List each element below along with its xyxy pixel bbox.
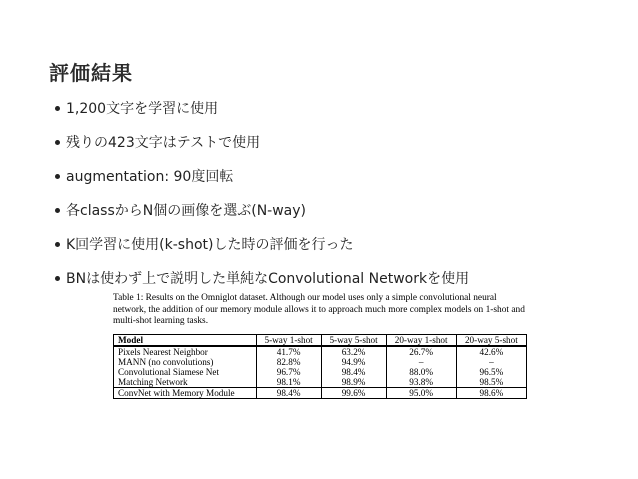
table-cell: 82.8% [256,357,321,367]
bullet-text: K回学習に使用(k-shot)した時の評価を行った [66,237,354,253]
table-cell: 98.9% [321,377,386,388]
table-cell: Convolutional Siamese Net [114,367,257,377]
column-header: 20-way 1-shot [386,334,456,346]
bullet-dot-icon [55,174,60,179]
results-table [113,334,527,399]
table-cell: 98.4% [256,387,321,398]
table-row [114,377,527,388]
slide-title: 評価結果 [49,61,133,85]
bullet-item [66,198,469,232]
table-row [114,367,527,377]
bullet-dot-icon [55,140,60,145]
table-cell: – [386,357,456,367]
bullet-dot-icon [55,276,60,281]
bullet-text: 各classからN個の画像を選ぶ(N-way) [66,203,306,219]
column-header: 5-way 5-shot [321,334,386,346]
bullet-item [66,232,469,266]
table-header-row [114,334,527,346]
table-cell: Pixels Nearest Neighbor [114,346,257,357]
table-cell: Matching Network [114,377,257,388]
bullet-text: augmentation: 90度回転 [66,169,234,185]
table-cell: 98.1% [256,377,321,388]
results-figure [113,293,527,399]
bullet-item [66,96,469,130]
table-caption: Table 1: Results on the Omniglot dataset. Although our model uses only a simple convolutional neural network, the addition of our memory module allows it to approach much more complex models on 1-shot and multi-shot learning tasks. [113,293,525,326]
bullet-dot-icon [55,242,60,247]
table-cell: 98.6% [456,387,526,398]
table-cell: 94.9% [321,357,386,367]
table-cell: 96.5% [456,367,526,377]
table-cell: 41.7% [256,346,321,357]
table-cell: 93.8% [386,377,456,388]
table-cell: 26.7% [386,346,456,357]
column-header: 20-way 5-shot [456,334,526,346]
table-cell: 99.6% [321,387,386,398]
table-row [114,387,527,398]
bullet-text: BNは使わず上で説明した単純なConvolutional Networkを使用 [66,271,470,287]
table-cell: 95.0% [386,387,456,398]
table-cell: 42.6% [456,346,526,357]
table-cell: 98.4% [321,367,386,377]
column-header: Model [114,334,257,346]
bullet-item [66,164,469,198]
table-cell: 88.0% [386,367,456,377]
table-cell: 96.7% [256,367,321,377]
table-row [114,357,527,367]
bullet-list [66,96,469,300]
bullet-text: 1,200文字を学習に使用 [66,101,219,117]
table-cell: 98.5% [456,377,526,388]
bullet-item [66,130,469,164]
column-header: 5-way 1-shot [256,334,321,346]
table-cell: MANN (no convolutions) [114,357,257,367]
table-cell: – [456,357,526,367]
table-cell: 63.2% [321,346,386,357]
bullet-text: 残りの423文字はテストで使用 [66,135,261,151]
table-cell: ConvNet with Memory Module [114,387,257,398]
bullet-dot-icon [55,106,60,111]
bullet-dot-icon [55,208,60,213]
table-row [114,346,527,357]
